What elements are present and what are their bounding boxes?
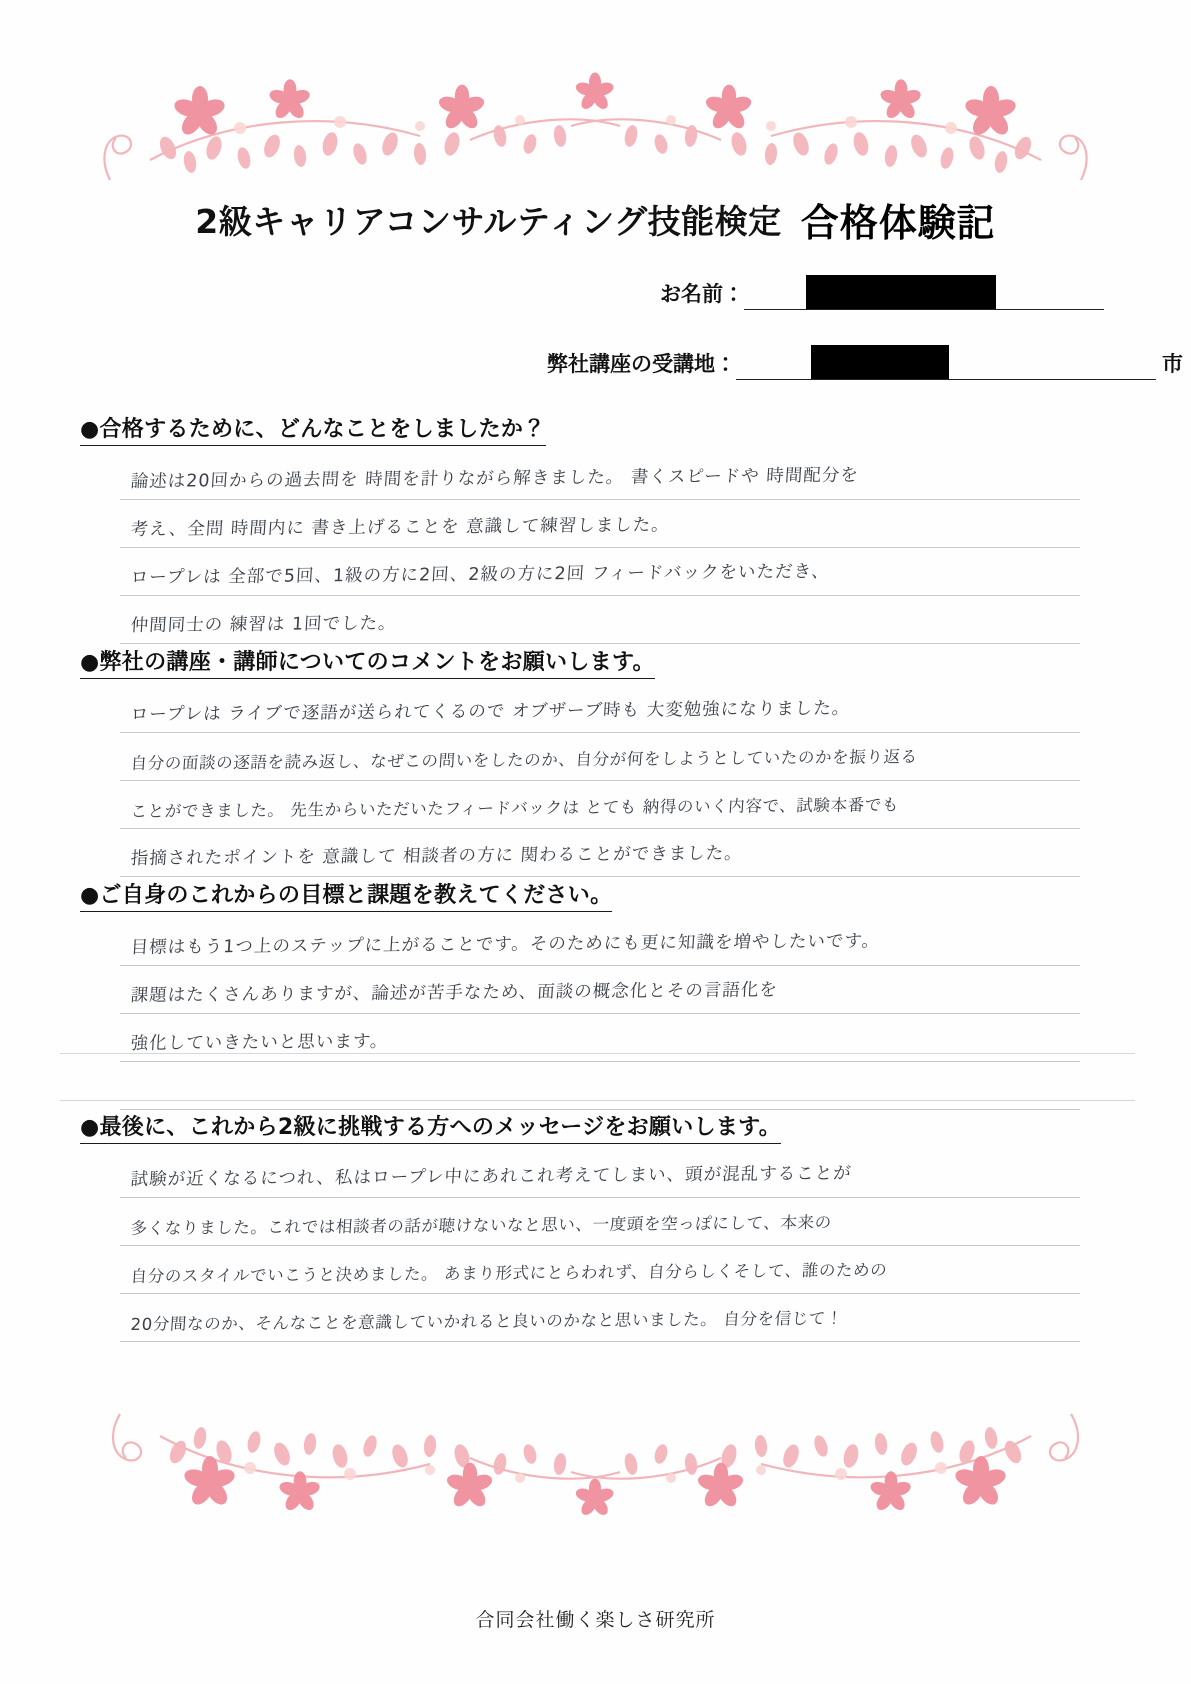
- venue-field-row: [547, 348, 1183, 380]
- answer-block-1: [120, 452, 1080, 644]
- handwriting-line: [120, 829, 1080, 877]
- section-divider: [60, 1053, 1135, 1054]
- handwriting-line: [120, 1014, 1080, 1062]
- handwriting-line: [120, 733, 1080, 781]
- handwriting-text: ロープレは ライブで逐語が送られてくるので オブザーブ時も 大変勉強になりました。: [130, 698, 851, 726]
- answer-block-2: [120, 685, 1080, 877]
- handwriting-text: 20分間なのか、そんなことを意識していかれると良いのかなと思いました。 自分を信じて！: [130, 1308, 844, 1334]
- question-heading-1-text: ●合格するために、どんなことをしましたか？: [80, 417, 546, 446]
- handwriting-text: 論述は20回からの過去問を 時間を計りながら解きました。 書くスピードや 時間配分を: [130, 465, 860, 493]
- question-heading-4: [80, 1110, 781, 1141]
- name-field-row: [660, 278, 1104, 310]
- handwriting-line: [120, 1150, 1080, 1198]
- question-heading-3-text: ●ご自身のこれからの目標と課題を教えてください。: [80, 883, 612, 912]
- handwriting-text: 多くなりました。これでは相談者の話が聴けないなと思い、一度頭を空っぽにして、本来の: [130, 1212, 833, 1238]
- handwriting-line: [120, 781, 1080, 829]
- footer-company-name: 合同会社働く楽しさ研究所: [475, 1609, 716, 1631]
- floral-border-top-icon: [0, 40, 1191, 190]
- question-heading-2-text: ●弊社の講座・講師についてのコメントをお願いします。: [80, 650, 655, 679]
- handwriting-text: ロープレは 全部で5回、1級の方に2回、2級の方に2回 フィードバックをいただき、: [130, 561, 831, 589]
- name-field-input[interactable]: [744, 278, 1104, 310]
- handwriting-line: [120, 1198, 1080, 1246]
- handwriting-text: ことができました。 先生からいただいたフィードバックは とても 納得のいく内容で、試験本番でも: [130, 795, 900, 822]
- handwriting-line: [120, 685, 1080, 733]
- question-heading-3: [80, 878, 612, 909]
- venue-field-suffix: 市: [1162, 352, 1183, 376]
- question-heading-2: [80, 645, 655, 676]
- floral-border-bottom-icon: [0, 1394, 1191, 1544]
- handwriting-text: 課題はたくさんありますが、論述が苦手なため、面談の概念化とその言語化を: [130, 980, 779, 1007]
- venue-field-input[interactable]: [736, 348, 1156, 380]
- handwriting-text: 強化していきたいと思います。: [130, 1031, 390, 1054]
- question-heading-1: [80, 412, 546, 443]
- answer-block-4: [120, 1150, 1080, 1342]
- handwriting-line: [120, 1294, 1080, 1342]
- title-accent: 合格体験記: [800, 201, 996, 245]
- handwriting-line: [120, 452, 1080, 500]
- page-title: [0, 192, 1191, 247]
- section-divider: [60, 1100, 1135, 1101]
- handwriting-text: 仲間同士の 練習は 1回でした。: [130, 613, 398, 637]
- handwriting-line: [120, 548, 1080, 596]
- answer-block-3: [120, 918, 1080, 1110]
- handwriting-line: [120, 1246, 1080, 1294]
- question-heading-4-text: ●最後に、これから2級に挑戦する方へのメッセージをお願いします。: [80, 1115, 781, 1144]
- name-field-label: お名前：: [660, 282, 744, 306]
- venue-field-label: 弊社講座の受講地：: [547, 352, 736, 376]
- handwriting-line: [120, 500, 1080, 548]
- name-redaction-block: [806, 275, 996, 309]
- handwriting-text: 目標はもう1つ上のステップに上がることです。そのためにも更に知識を増やしたいです。: [130, 931, 881, 959]
- handwriting-text: 自分のスタイルでいこうと決めました。 あまり形式にとらわれず、自分らしくそして、誰のための: [130, 1260, 888, 1286]
- venue-redaction-block: [811, 345, 949, 379]
- handwriting-text: 自分の面談の逐語を読み返し、なぜこの問いをしたのか、自分が何をしようとしていたのかを振り返る: [130, 747, 919, 774]
- title-main: 2級キャリアコンサルティング技能検定: [195, 202, 782, 241]
- handwriting-line: [120, 596, 1080, 644]
- handwriting-line: [120, 966, 1080, 1014]
- handwriting-text: 考え、全問 時間内に 書き上げることを 意識して練習しました。: [130, 515, 671, 541]
- handwriting-line-empty: [120, 1062, 1080, 1110]
- handwriting-text: 試験が近くなるにつれ、私はロープレ中にあれこれ考えてしまい、頭が混乱することが: [130, 1163, 853, 1190]
- handwriting-line: [120, 918, 1080, 966]
- handwriting-text: 指摘されたポイントを 意識して 相談者の方に 関わることができました。: [130, 843, 744, 870]
